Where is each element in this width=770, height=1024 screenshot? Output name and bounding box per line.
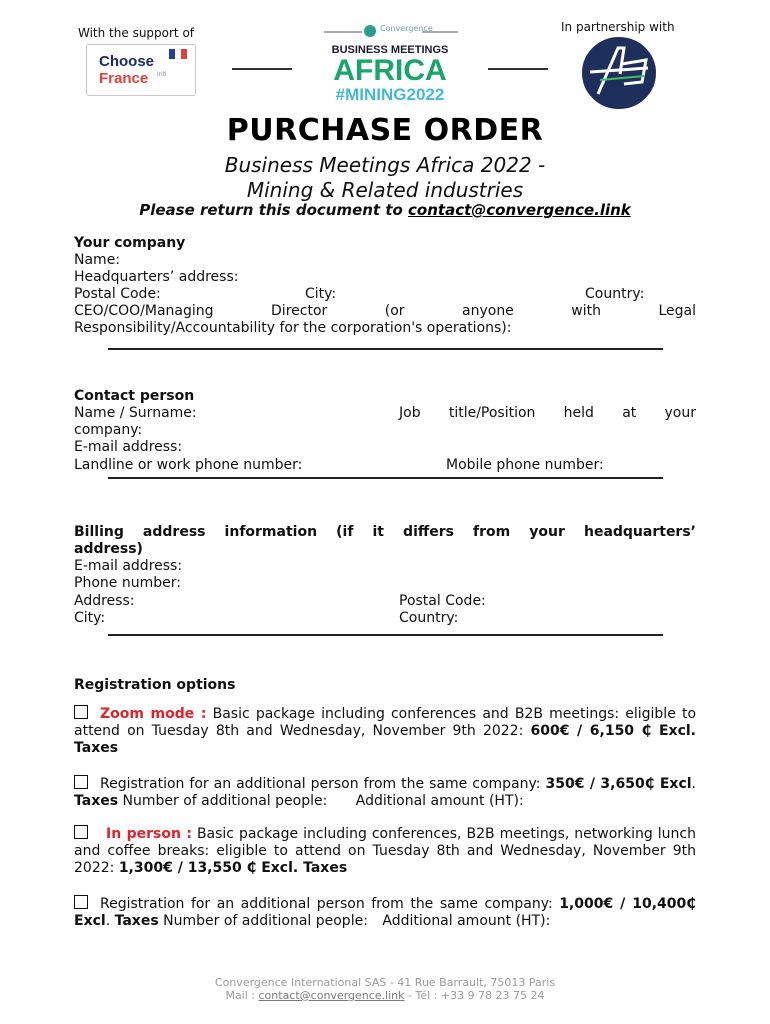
return-prefix: Please return this document to (139, 201, 403, 219)
additional-zoom-description: Registration for an additional person from the same company: (100, 776, 541, 792)
contact-person-heading: Contact person (74, 388, 195, 404)
footer-tel: - Tél : +33 9 78 23 75 24 (408, 989, 545, 1002)
ceo-field-line2: Responsibility/Accountability for the corporation's operations): (74, 320, 512, 336)
additional-zoom-price-b: Taxes (74, 793, 119, 809)
zoom-description: Basic package including conferences and B2B meetings: eligible to attend on Tuesday 8th and Wednesday, November 9th 2022: (74, 706, 697, 739)
zoom-checkbox[interactable] (74, 705, 88, 719)
contact-mobile-field: Mobile phone number: (446, 457, 604, 473)
zoom-price: 600€ / 6,150 ₵ Excl. Taxes (74, 723, 696, 756)
footer-contact (0, 989, 770, 1002)
company-postal-code-field: Postal Code: (74, 286, 161, 302)
contact-job-field-line2: company: (74, 422, 143, 438)
registration-heading: Registration options (74, 677, 236, 693)
billing-phone-field: Phone number: (74, 575, 181, 591)
billing-country-field: Country: (399, 610, 459, 626)
contact-name-field: Name / Surname: (74, 405, 197, 421)
contact-job-field-line1: Job title/Position held at your (399, 405, 696, 421)
header-divider-left (232, 68, 292, 70)
business-meetings-africa-logo (318, 22, 462, 112)
zoom-label: Zoom mode : (100, 706, 207, 722)
return-instruction (0, 201, 770, 219)
header-divider-right (488, 68, 548, 70)
in-person-price: 1,300€ / 13,550 ₵ Excl. Taxes (118, 860, 348, 876)
document-subtitle-line1: Business Meetings Africa 2022 - (224, 153, 546, 177)
additional-in-person-people: Number of additional people: (163, 913, 368, 929)
additional-in-person-checkbox[interactable] (74, 895, 88, 909)
choose-logo-line2: France (99, 70, 149, 87)
in-person-checkbox[interactable] (74, 825, 88, 839)
choose-logo-intl: Intl (157, 71, 167, 78)
choose-logo-line1: Choose (99, 53, 155, 70)
additional-zoom-price-a: 350€ / 3,650₵ Excl (545, 776, 692, 792)
additional-in-person-amount: Additional amount (HT): (382, 913, 551, 929)
footer-mail-prefix: Mail : (225, 989, 255, 1002)
bma-convergence-text: Convergence (380, 24, 433, 33)
headquarters-field: Headquarters’ address: (74, 269, 239, 285)
support-label: With the support of (78, 26, 195, 40)
additional-in-person-description: Registration for an additional person from the same company: (100, 896, 553, 912)
option-additional-in-person: Registration for an additional person from the same company: 1,000€ / 10,400₵ Excl. Taxes Number of additional people: Additional amount (HT): (74, 896, 697, 929)
bma-business-meetings-text: BUSINESS MEETINGS (331, 44, 449, 56)
bma-mining-text: #MINING2022 (335, 85, 445, 104)
return-email-link[interactable]: contact@convergence.link (408, 201, 631, 219)
option-in-person (74, 825, 696, 877)
company-section-rule (108, 348, 663, 350)
contact-landline-field: Landline or work phone number: (74, 457, 303, 473)
your-company-heading: Your company (74, 235, 186, 251)
contact-email-field: E-mail address: (74, 439, 183, 455)
additional-zoom-people: Number of additional people: (122, 793, 328, 809)
company-city-field: City: (305, 286, 337, 302)
additional-zoom-amount: Additional amount (HT): (355, 793, 524, 809)
document-title: PURCHASE ORDER (226, 113, 544, 148)
choose-france-logo (86, 44, 196, 96)
footer-email-link[interactable]: contact@convergence.link (258, 989, 405, 1002)
billing-heading-line2: address) (74, 541, 143, 557)
contact-section-rule (108, 477, 663, 479)
billing-section-rule (108, 634, 663, 636)
french-flag-icon (169, 49, 187, 59)
billing-postal-code-field: Postal Code: (399, 593, 486, 609)
option-zoom (74, 705, 696, 757)
partner-logo-icon (578, 34, 660, 112)
document-subtitle-line2: Mining & Related industries (246, 178, 524, 202)
ceo-field-line1: CEO/COO/Managing Director (or anyone with Legal (74, 303, 696, 319)
additional-zoom-checkbox[interactable] (74, 775, 88, 789)
additional-in-person-price-a: 1,000€ / 10,400₵ Excl (74, 896, 697, 929)
company-country-field: Country: (585, 286, 645, 302)
billing-city-field: City: (74, 610, 106, 626)
additional-in-person-price-b: Taxes (114, 913, 159, 929)
in-person-label: In person : (106, 826, 192, 842)
billing-heading-line1: Billing address information (if it differs from your headquarters’ (74, 524, 696, 540)
in-person-description: Basic package including conferences, B2B meetings, networking lunch and coffee breaks: eligible to attend on Tuesday 8th and Wednesday, November 9th 2022: (74, 826, 696, 876)
footer-address: Convergence International SAS - 41 Rue Barrault, 75013 Paris (214, 976, 556, 989)
company-name-field: Name: (74, 252, 121, 268)
partnership-label: In partnership with (561, 20, 675, 34)
option-additional-zoom: Registration for an additional person from the same company: 350€ / 3,650₵ Excl. Taxes Number of additional people: Additional amount (HT): (74, 776, 696, 809)
billing-address-field: Address: (74, 593, 135, 609)
bma-africa-text: AFRICA (333, 54, 447, 87)
billing-email-field: E-mail address: (74, 558, 183, 574)
